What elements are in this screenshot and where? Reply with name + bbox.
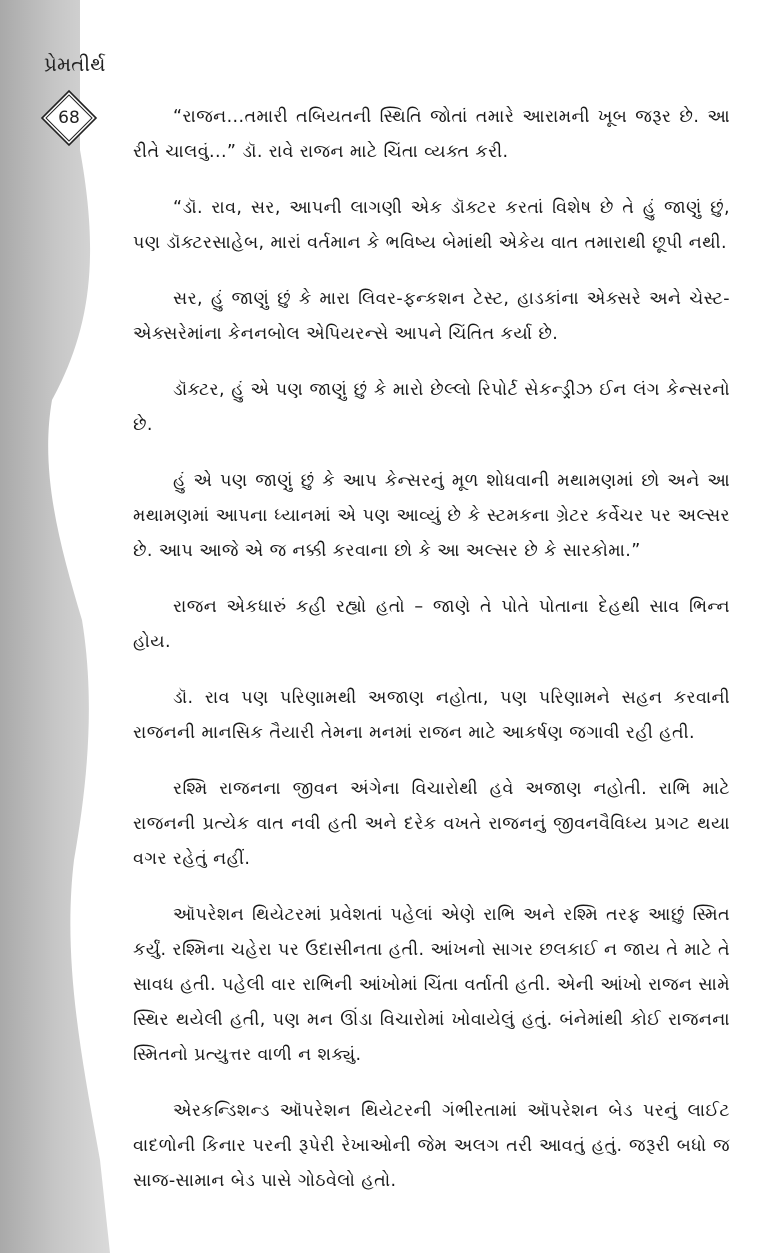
- paragraph: એરકન્ડિશન્ડ ઑપરેશન થિયેટરની ગંભીરતામાં ઑપરેશન બેડ પરનું લાઈટ વાદળોની કિનાર પરની રૂપેરી રેખાઓની જેમ અલગ તરી આવતું હતું. જરૂરી બધો જ સાજ-સામાન બેડ પાસે ગોઠવેલો હતો.: [133, 1101, 730, 1191]
- running-header: પ્રેમતીર્થ: [44, 52, 106, 76]
- paragraph: ઑપરેશન થિયેટરમાં પ્રવેશતાં પહેલાં એણે રાભિ અને રશ્મિ તરફ આછું સ્મિત કર્યું. રશ્મિના ચહેરા પર ઉદાસીનતા હતી. આંખનો સાગર છલકાઈ ન જાય તે માટે તે સાવધ હતી. પહેલી વાર રાભિની આંખોમાં ચિંતા વર્તાતી હતી. એની આંખો રાજન સામે સ્થિર થયેલી હતી, પણ મન ઊંડા વિચારોમાં ખોવાયેલું હતું. બંનેમાંથી કોઈ રાજનના સ્મિતનો પ્રત્યુત્તર વાળી ન શક્યું.: [133, 905, 730, 1065]
- gray-margin-strip: [0, 0, 150, 1253]
- paragraph: હું એ પણ જાણું છું કે આપ કેન્સરનું મૂળ શોધવાની મથામણમાં છો અને આ મથામણમાં આપના ધ્યાનમાં એ પણ આવ્યું છે કે સ્ટમકના ગ્રેટર કર્વેચર પર અલ્સર છે. આપ આજે એ જ નક્કી કરવાના છો કે આ અલ્સર છે કે સારકોમા.”: [133, 471, 730, 561]
- paragraph: રશ્મિ રાજનના જીવન અંગેના વિચારોથી હવે અજાણ નહોતી. રાભિ માટે રાજનની પ્રત્યેક વાત નવી હતી અને દરેક વખતે રાજનનું જીવનવૈવિધ્ય પ્રગટ થયા વગર રહેતું નહીં.: [133, 779, 730, 869]
- paragraph: સર, હું જાણું છું કે મારા લિવર-ફન્કશન ટેસ્ટ, હાડકાંના એક્સરે અને ચેસ્ટ-એક્સરેમાંના કેનનબોલ એપિયરન્સે આપને ચિંતિત કર્યા છે.: [133, 289, 730, 344]
- paragraph: રાજન એકધારું કહી રહ્યો હતો – જાણે તે પોતે પોતાના દેહથી સાવ ભિન્ન હોય.: [133, 597, 730, 652]
- paragraph: ડૉક્ટર, હું એ પણ જાણું છું કે મારો છેલ્લો રિપોર્ટ સેકન્ડ્રીઝ ઈન લંગ કેન્સરનો છે.: [133, 380, 730, 435]
- paragraph: ડૉ. રાવ પણ પરિણામથી અજાણ નહોતા, પણ પરિણામને સહન કરવાની રાજનની માનસિક તૈયારી તેમના મનમાં રાજન માટે આકર્ષણ જગાવી રહી હતી.: [133, 688, 730, 743]
- paragraph: “ડૉ. રાવ, સર, આપની લાગણી એક ડૉક્ટર કરતાં વિશેષ છે તે હું જાણું છું, પણ ડૉક્ટરસાહેબ, મારાં વર્તમાન કે ભવિષ્ય બેમાંથી એકેય વાત તમારાથી છૂપી નથી.: [133, 198, 730, 253]
- paragraph: “રાજન...તમારી તબિયતની સ્થિતિ જોતાં તમારે આરામની ખૂબ જરૂર છે. આ રીતે ચાલવું...” ડૉ. રાવે રાજન માટે ચિંતા વ્યક્ત કરી.: [133, 107, 730, 162]
- page-number: 68: [58, 108, 80, 128]
- page-number-badge: [40, 89, 98, 147]
- body-text: [133, 100, 730, 1220]
